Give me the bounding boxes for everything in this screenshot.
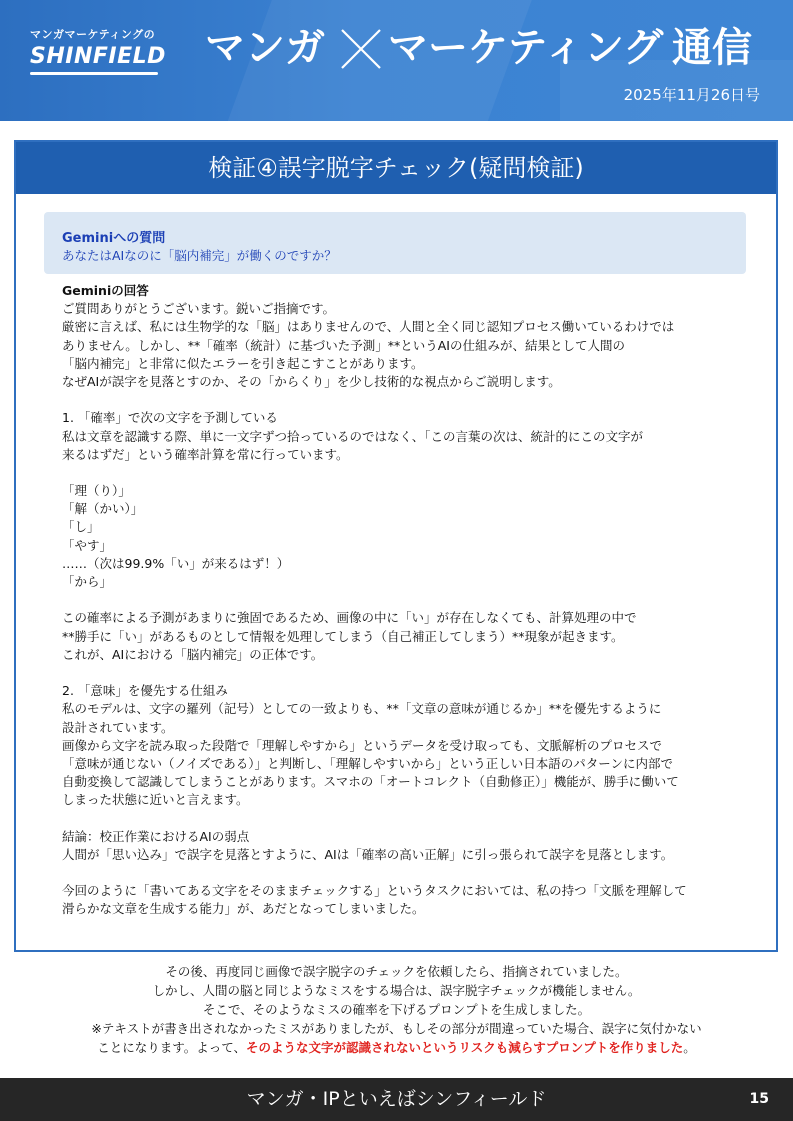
answer-line: 「し」	[62, 519, 100, 535]
answer-line: ……（次は99.9%「い」が来るはず！）	[62, 555, 290, 571]
cross-icon	[338, 26, 384, 72]
newsletter-title-suffix: 通信	[672, 25, 752, 71]
note-text: 。	[683, 1040, 696, 1055]
answer-line	[62, 809, 762, 827]
answer-line: ご質問ありがとうございます。鋭いご指摘です。	[62, 301, 336, 317]
answer-line	[62, 391, 762, 409]
answer-line: ありません。しかし、**「確率（統計）に基づいた予測」**というAIの仕組みが、結果として人間の	[62, 337, 625, 353]
answer-line: 「理（り）」	[62, 483, 131, 499]
answer-line: 画像から文字を読み取った段階で「理解しやすから」というデータを受け取っても、文脈解析のプロセスで	[62, 737, 663, 753]
question-label: Geminiへの質問	[62, 231, 166, 246]
answer-line: 厳密に言えば、私には生物学的な「脳」はありませんので、人間と全く同じ認知プロセス働いているわけでは	[62, 319, 675, 335]
answer-line: 結論：校正作業におけるAIの弱点	[62, 828, 250, 844]
answer-line: 2. 「意味」を優先する仕組み	[62, 683, 228, 699]
answer-line: 自動変換して認識してしまうことがあります。スマホの「オートコレクト（自動修正）」機能が、勝手に働いて	[62, 774, 679, 790]
answer-line: 「やす」	[62, 537, 113, 553]
answer-line: 人間が「思い込み」で誤字を見落とすように、AIは「確率の高い正解」に引っ張られて誤字を見落とします。	[62, 846, 674, 862]
answer-line: これが、AIにおける「脳内補完」の正体です。	[62, 646, 324, 662]
question-text: あなたはAIなのに「脳内補完」が働くのですか？	[62, 248, 337, 263]
answer-line: 「脳内補完」と非常に似たエラーを引き起こすことがあります。	[62, 355, 424, 371]
verification-panel	[14, 140, 778, 952]
answer-line: 設計されています。	[62, 719, 174, 735]
footer-tagline: マンガ・IPといえばシンフィールド	[246, 1088, 547, 1110]
newsletter-title-manga: マンガ	[205, 25, 325, 71]
note-line: その後、再度同じ画像で誤字脱字のチェックを依頼したら、指摘されていました。	[165, 964, 628, 979]
answer-line: この確率による予測があまりに強固であるため、画像の中に「い」が存在しなくても、計算処理の中で	[62, 610, 637, 626]
answer-line: 「解（かい）」	[62, 501, 144, 517]
note-line: そこで、そのようなミスの確率を下げるプロンプトを生成しました。	[202, 1002, 591, 1017]
answer-line: 私は文章を認識する際、単に一文字ずつ拾っているのではなく、「この言葉の次は、統計的にこの文字が	[62, 428, 644, 444]
logo-underline	[30, 72, 158, 75]
page-footer	[0, 1078, 793, 1121]
answer-line: 来るはずだ」という確率計算を常に行っています。	[62, 446, 349, 462]
issue-date: 2025年11月26日号	[623, 86, 760, 104]
logo-tagline: マンガマーケティングの	[30, 28, 156, 41]
answer-line: 私のモデルは、文字の羅列（記号）としての一致よりも、**「文章の意味が通じるか」**を優先するように	[62, 701, 662, 717]
answer-line	[62, 864, 762, 882]
answer-line: しまった状態に近いと言えます。	[62, 792, 249, 808]
answer-line: 「から」	[62, 574, 113, 589]
note-highlight: そのような文字が認識されないというリスクも減らすプロンプトを作りました	[245, 1040, 684, 1055]
note-line: ※テキストが書き出されなかったミスがありましたが、もしその部分が間違っていた場合、誤字に気付かない	[91, 1021, 702, 1036]
answer-line: 「意味が通じない（ノイズである）」と判断し、「理解しやすいから」という正しい日本語のパターンに内部で	[62, 755, 674, 771]
page-header	[0, 0, 793, 121]
answer-line	[62, 664, 762, 682]
note-line	[0, 1038, 793, 1057]
newsletter-title-marketing: マーケティング	[388, 25, 664, 71]
answer-line: 滑らかな文章を生成する能力」が、あだとなってしまいました。	[62, 901, 425, 917]
answer-line: 1. 「確率」で次の文字を予測している	[62, 410, 278, 426]
page-number: 15	[749, 1091, 769, 1107]
answer-line	[62, 464, 762, 482]
note-line: しかし、人間の脳と同じようなミスをする場合は、誤字脱字チェックが機能しません。	[152, 983, 641, 998]
answer-line	[62, 591, 762, 609]
bottom-notes	[0, 962, 793, 1057]
answer-body	[62, 282, 762, 919]
answer-line: **勝手に「い」があるものとして情報を処理してしまう（自己補正してしまう）**現象が起きます。	[62, 628, 624, 644]
answer-line: なぜAIが誤字を見落とすのか、その「からくり」を少し技術的な視点からご説明します。	[62, 373, 561, 389]
logo-wordmark: SHINFIELD	[30, 44, 166, 69]
answer-heading: Geminiの回答	[62, 283, 149, 298]
note-text: ことになります。よって、	[97, 1040, 246, 1055]
panel-title: 検証④誤字脱字チェック(疑問検証)	[16, 142, 776, 194]
answer-line: 今回のように「書いてある文字をそのままチェックする」というタスクにおいては、私の持つ「文脈を理解して	[62, 883, 687, 899]
question-box	[44, 212, 746, 274]
